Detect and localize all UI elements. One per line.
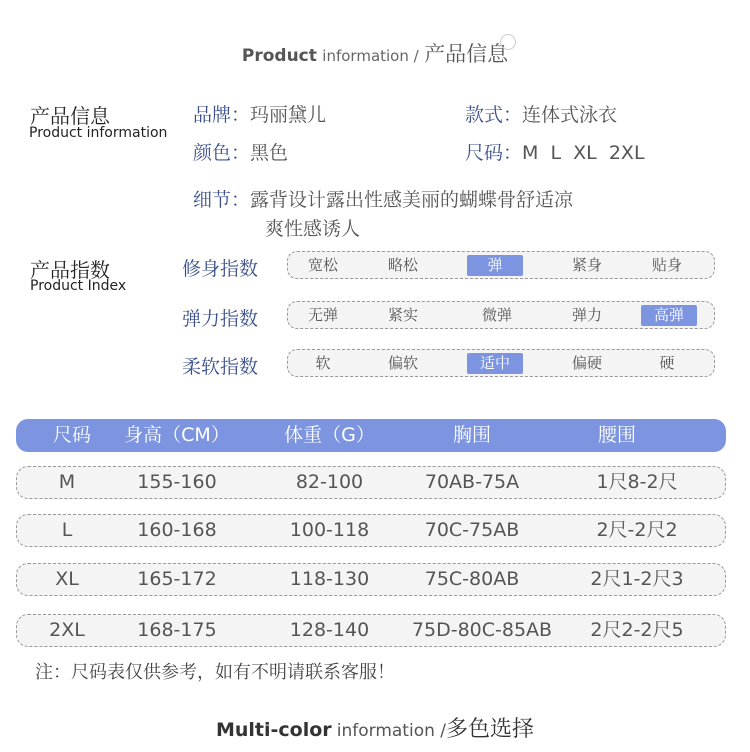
style-field <box>465 100 617 127</box>
product-index-subtitle: Product Index <box>30 278 127 294</box>
detail-field <box>193 185 573 212</box>
header-zh: 产品信息 <box>424 42 509 66</box>
header-normal: information / <box>322 47 419 65</box>
table-cell: 128-140 <box>289 619 370 641</box>
elastic-option: 微弹 <box>481 306 512 324</box>
brand-label: 品牌： <box>193 104 251 126</box>
multi-color-header <box>0 712 750 743</box>
softness-option: 偏软 <box>387 354 418 372</box>
table-header-cell: 体重（G） <box>284 424 375 446</box>
fit-index-scale <box>287 251 715 279</box>
size-value: M L XL 2XL <box>522 142 645 164</box>
product-index-title: 产品指数 <box>30 258 110 282</box>
fit-index-label: 修身指数 <box>182 258 259 280</box>
table-cell: 2尺2-2尺5 <box>590 619 684 641</box>
size-table-header <box>16 419 726 452</box>
softness-option: 软 <box>315 354 331 372</box>
detail-line1: 露背设计露出性感美丽的蝴蝶骨舒适凉 <box>250 189 574 211</box>
table-row <box>16 563 726 596</box>
table-header-cell: 身高（CM） <box>124 424 230 446</box>
header-bold: Product <box>241 46 317 66</box>
detail-line2: 爽性感诱人 <box>265 218 361 240</box>
brand-field <box>193 100 326 127</box>
table-row <box>16 466 726 499</box>
softness-index-scale <box>287 349 715 377</box>
style-value: 连体式泳衣 <box>522 104 618 126</box>
elastic-index-scale <box>287 301 715 329</box>
elastic-option-selected: 高弹 <box>641 305 697 326</box>
softness-option-selected: 适中 <box>467 353 523 374</box>
color-label: 颜色： <box>193 142 251 164</box>
table-cell: 2尺-2尺2 <box>596 519 678 541</box>
table-header-cell: 腰围 <box>597 424 636 446</box>
product-info-subtitle: Product information <box>29 125 168 141</box>
table-cell: 75C-80AB <box>424 568 520 590</box>
size-label: 尺码： <box>465 142 523 164</box>
footer-bold: Multi-color <box>215 719 332 741</box>
elastic-option: 弹力 <box>571 306 602 324</box>
softness-option: 硬 <box>659 354 675 372</box>
brand-value: 玛丽黛儿 <box>250 104 327 126</box>
product-info-title: 产品信息 <box>30 104 110 128</box>
elastic-option: 无弹 <box>307 306 338 324</box>
table-cell: M <box>58 471 76 493</box>
color-value: 黑色 <box>250 142 289 164</box>
elastic-option: 紧实 <box>387 306 418 324</box>
table-cell: 75D-80C-85AB <box>411 619 553 641</box>
page-header <box>0 38 750 68</box>
table-cell: 82-100 <box>295 471 364 493</box>
table-cell: 160-168 <box>137 519 217 541</box>
footer-zh: 多色选择 <box>446 717 535 742</box>
table-cell: 2尺1-2尺3 <box>590 568 684 590</box>
softness-index-label: 柔软指数 <box>182 356 259 378</box>
table-cell: 165-172 <box>137 568 217 590</box>
fit-option: 贴身 <box>651 256 682 274</box>
table-cell: 118-130 <box>289 568 370 590</box>
table-cell: XL <box>55 568 79 590</box>
softness-option: 偏硬 <box>571 354 602 372</box>
fit-option: 紧身 <box>571 256 602 274</box>
table-header-cell: 尺码 <box>52 424 91 446</box>
table-header-cell: 胸围 <box>452 424 491 446</box>
size-field <box>465 138 645 165</box>
footer-normal: information / <box>336 721 446 741</box>
table-cell: 1尺8-2尺 <box>596 471 678 493</box>
fit-option: 略松 <box>387 256 418 274</box>
decor-circle-icon <box>500 34 516 50</box>
detail-label: 细节： <box>193 189 251 211</box>
table-cell: 100-118 <box>289 519 370 541</box>
table-cell: 70AB-75A <box>424 471 520 493</box>
style-label: 款式： <box>465 104 523 126</box>
table-cell: L <box>61 519 73 541</box>
size-note: 注：尺码表仅供参考，如有不明请联系客服！ <box>35 662 395 683</box>
table-cell: 70C-75AB <box>424 519 520 541</box>
fit-option: 宽松 <box>307 256 338 274</box>
table-cell: 155-160 <box>137 471 217 493</box>
table-cell: 168-175 <box>137 619 217 641</box>
table-cell: 2XL <box>49 619 85 641</box>
table-row <box>16 614 726 647</box>
table-row <box>16 514 726 547</box>
color-field <box>193 138 288 165</box>
elastic-index-label: 弹力指数 <box>182 308 259 330</box>
fit-option-selected: 弹 <box>467 255 523 276</box>
